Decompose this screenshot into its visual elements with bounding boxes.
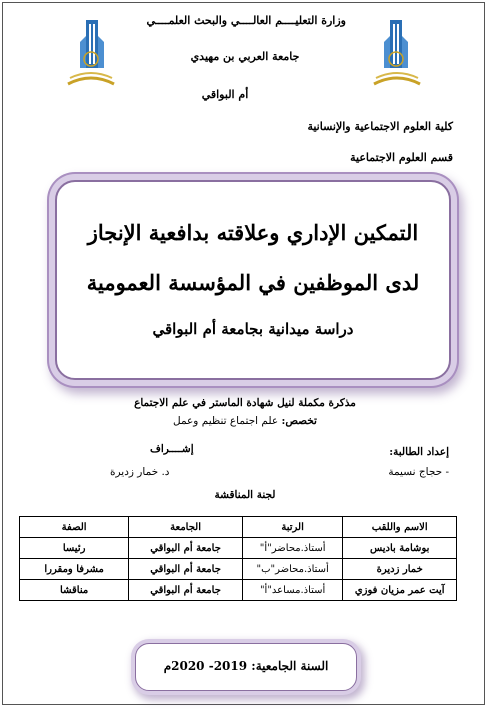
title-box <box>55 180 451 380</box>
ministry-name: وزارة التعليــــم العالــــي والبحث العلمــــي <box>146 14 346 27</box>
student-label: إعداد الطالبة: <box>389 446 449 458</box>
table-row <box>20 559 457 580</box>
header-rank: الرتبة <box>242 517 343 538</box>
jury-rank: أستاذ.محاضر"ب" <box>242 559 343 580</box>
jury-role: رئيسا <box>20 538 129 559</box>
jury-name: بوشامة باديس <box>343 538 457 559</box>
thesis-title-line2: لدى الموظفين في المؤسسة العمومية <box>86 270 420 295</box>
table-row <box>20 580 457 601</box>
table-row <box>20 538 457 559</box>
university-logo-left <box>60 14 122 92</box>
header-role: الصفة <box>20 517 129 538</box>
jury-title: لجنة المناقشة <box>214 489 276 501</box>
supervisor-name: د. خمار زديرة <box>110 466 170 478</box>
jury-university: جامعة أم البواقي <box>129 559 243 580</box>
jury-rank: أستاذ.مساعد"أ" <box>242 580 343 601</box>
faculty-name: كلية العلوم الاجتماعية والإنسانية <box>307 120 453 133</box>
supervisor-label: إشــــراف <box>150 443 194 455</box>
jury-university: جامعة أم البواقي <box>129 580 243 601</box>
university-city: أم البواقي <box>201 88 249 101</box>
university-logo-right <box>366 14 428 92</box>
thesis-note: مذكرة مكملة لنيل شهادة الماستر في علم الاجتماع <box>134 397 356 409</box>
academic-year: السنة الجامعية: 2019- 2020م <box>163 659 329 673</box>
thesis-title-line1: التمكين الإداري وعلاقته بدافعية الإنجاز <box>87 220 419 245</box>
header-name: الاسم واللقب <box>343 517 457 538</box>
jury-name: خمار زديرة <box>343 559 457 580</box>
jury-header-row <box>20 517 457 538</box>
jury-university: جامعة أم البواقي <box>129 538 243 559</box>
academic-year-box <box>135 643 357 691</box>
jury-table <box>19 516 457 601</box>
jury-role: مشرفا ومقررا <box>20 559 129 580</box>
department-name: قسم العلوم الاجتماعية <box>350 151 453 164</box>
specialty-line <box>140 415 350 427</box>
jury-name: آيت عمر مزيان فوزي <box>343 580 457 601</box>
jury-rank: أستاذ.محاضر"أ" <box>242 538 343 559</box>
specialty-label: تخصص: <box>281 415 317 427</box>
jury-role: مناقشا <box>20 580 129 601</box>
student-name: - حجاج نسيمة <box>388 466 449 478</box>
specialty-value: علم اجتماع تنظيم وعمل <box>173 415 282 427</box>
university-name: جامعة العربي بن مهيدي <box>190 50 300 63</box>
thesis-subtitle: دراسة ميدانية بجامعة أم البواقي <box>152 320 354 338</box>
header-university: الجامعة <box>129 517 243 538</box>
